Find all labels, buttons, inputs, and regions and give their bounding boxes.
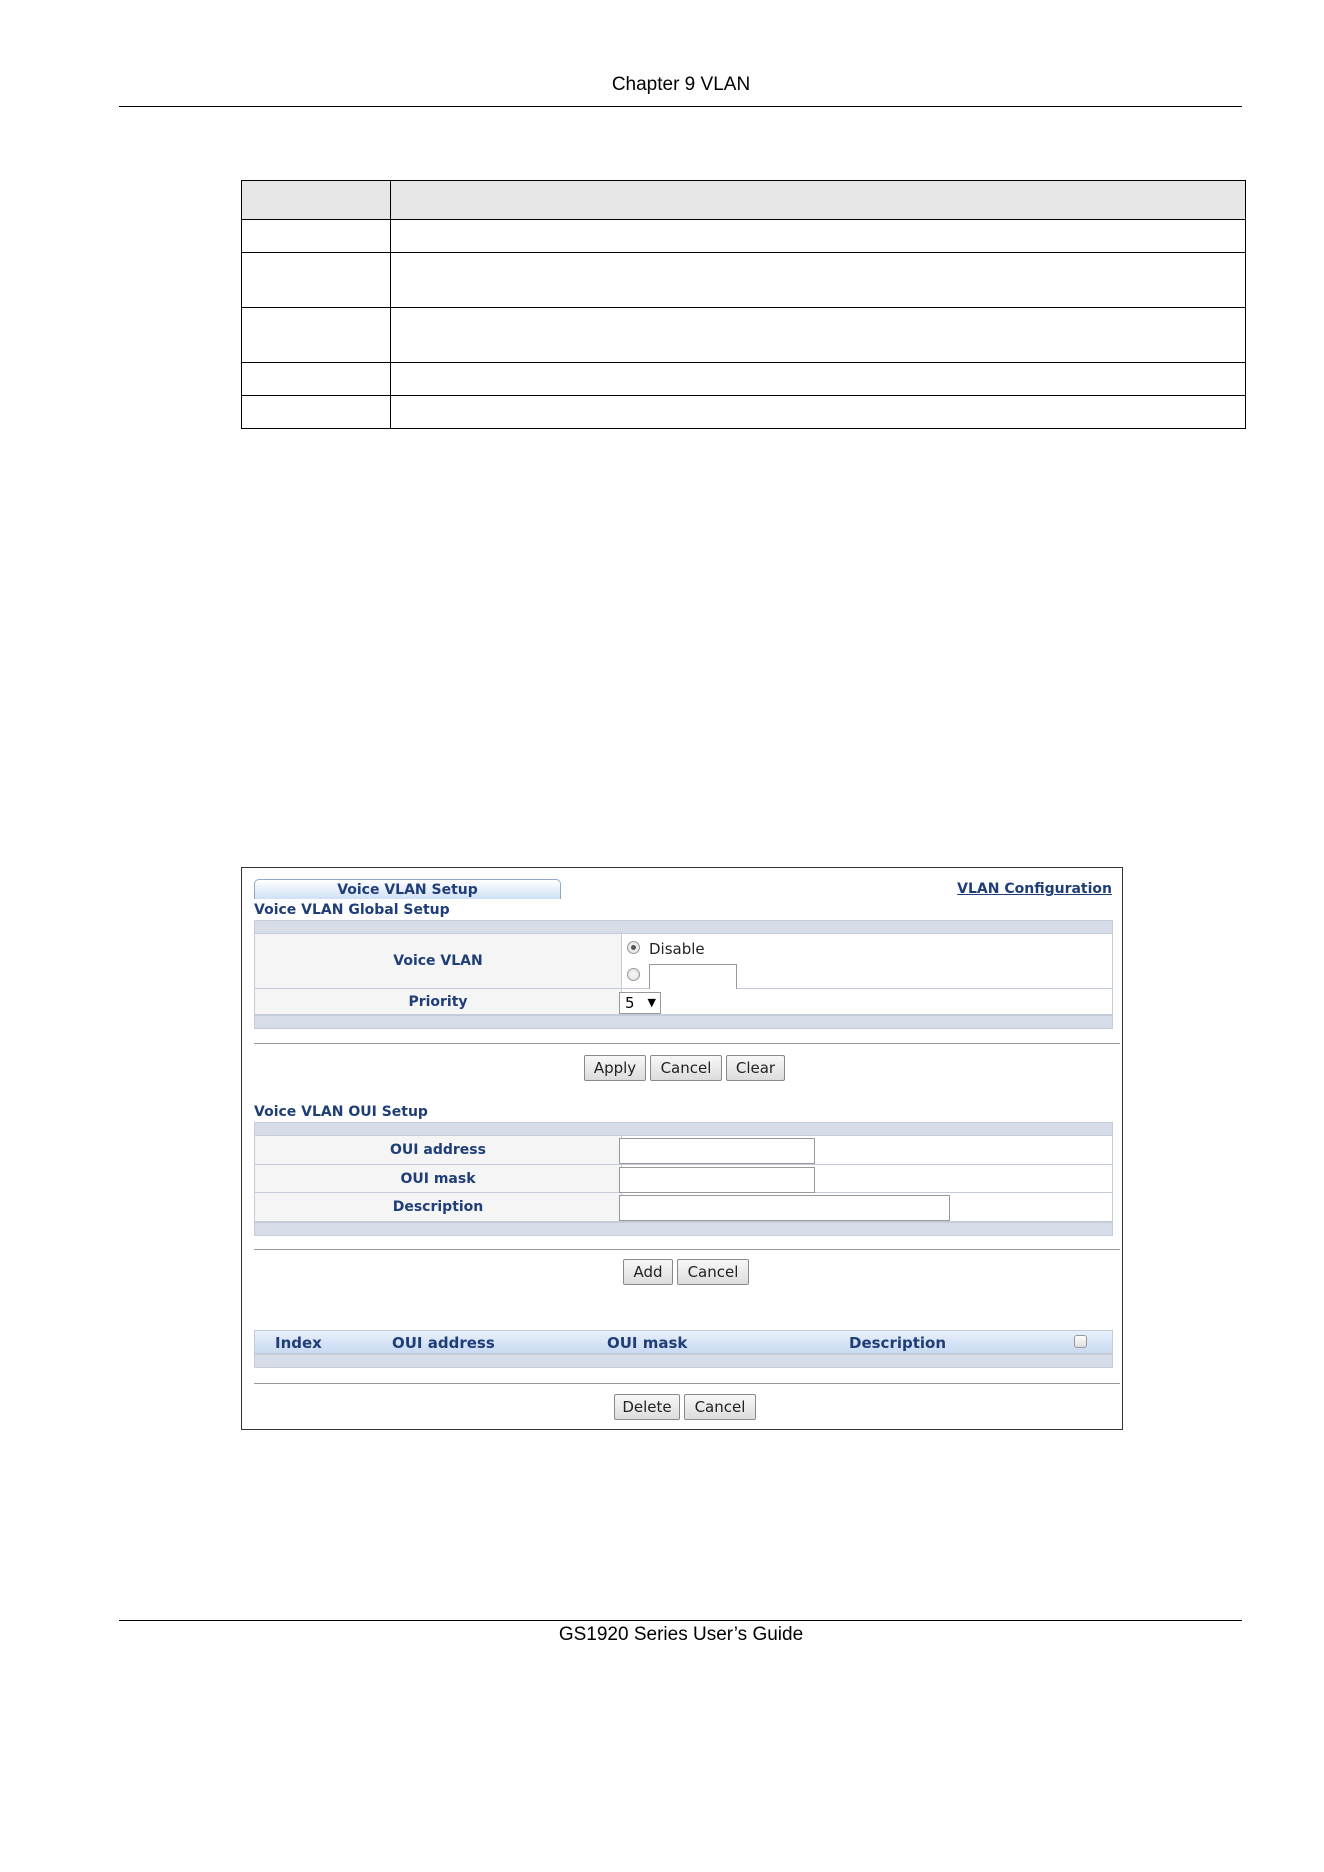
section-bar [254, 1122, 1113, 1136]
vlan-id-input[interactable] [649, 964, 737, 990]
column-header-oui-mask: OUI mask [607, 1334, 688, 1352]
priority-row [254, 989, 1113, 1015]
column-header-oui-address: OUI address [392, 1334, 495, 1352]
oui-setup-title: Voice VLAN OUI Setup [254, 1104, 428, 1120]
select-all-checkbox[interactable] [1074, 1335, 1087, 1348]
section-bar [254, 1354, 1113, 1368]
priority-select[interactable] [619, 992, 661, 1014]
oui-list-header [254, 1330, 1113, 1354]
table-row [242, 220, 1246, 253]
delete-button[interactable]: Delete [614, 1394, 680, 1420]
cancel-button[interactable]: Cancel [684, 1394, 756, 1420]
priority-value: 5 [625, 994, 635, 1012]
header-rule [119, 106, 1242, 107]
tab-voice-vlan-setup[interactable]: Voice VLAN Setup [254, 879, 561, 899]
vlan-id-radio[interactable] [627, 968, 640, 981]
divider [254, 1043, 1120, 1044]
table-row [242, 253, 1246, 308]
voice-vlan-label: Voice VLAN [255, 934, 621, 988]
table-row [242, 363, 1246, 396]
oui-address-input[interactable] [619, 1138, 815, 1164]
chapter-header: Chapter 9 VLAN [611, 74, 751, 95]
column-header-index: Index [275, 1334, 322, 1352]
cancel-button[interactable]: Cancel [677, 1259, 749, 1285]
table-row [242, 308, 1246, 363]
divider [254, 1383, 1120, 1384]
guide-footer: GS1920 Series User’s Guide [558, 1624, 804, 1645]
description-table [241, 180, 1246, 429]
priority-label: Priority [255, 989, 621, 1014]
description-label: Description [255, 1193, 621, 1221]
description-input[interactable] [619, 1195, 950, 1221]
section-bar [254, 920, 1113, 934]
table-header-row [242, 181, 1246, 220]
section-bar [254, 1015, 1113, 1029]
oui-mask-input[interactable] [619, 1167, 815, 1193]
clear-button[interactable]: Clear [726, 1055, 785, 1081]
disable-option-label: Disable [649, 940, 705, 958]
disable-radio[interactable] [627, 941, 640, 954]
section-bar [254, 1222, 1113, 1236]
table-row [242, 396, 1246, 429]
apply-button[interactable]: Apply [584, 1055, 646, 1081]
voice-vlan-screenshot [241, 867, 1123, 1430]
vlan-configuration-link[interactable]: VLAN Configuration [957, 881, 1112, 897]
oui-mask-label: OUI mask [255, 1165, 621, 1192]
add-button[interactable]: Add [623, 1259, 673, 1285]
column-header-description: Description [849, 1334, 947, 1352]
global-setup-title: Voice VLAN Global Setup [254, 902, 450, 918]
oui-address-label: OUI address [255, 1136, 621, 1164]
footer-rule [119, 1620, 1242, 1621]
chevron-down-icon: ▼ [647, 996, 656, 1009]
cancel-button[interactable]: Cancel [650, 1055, 722, 1081]
divider [254, 1249, 1120, 1250]
